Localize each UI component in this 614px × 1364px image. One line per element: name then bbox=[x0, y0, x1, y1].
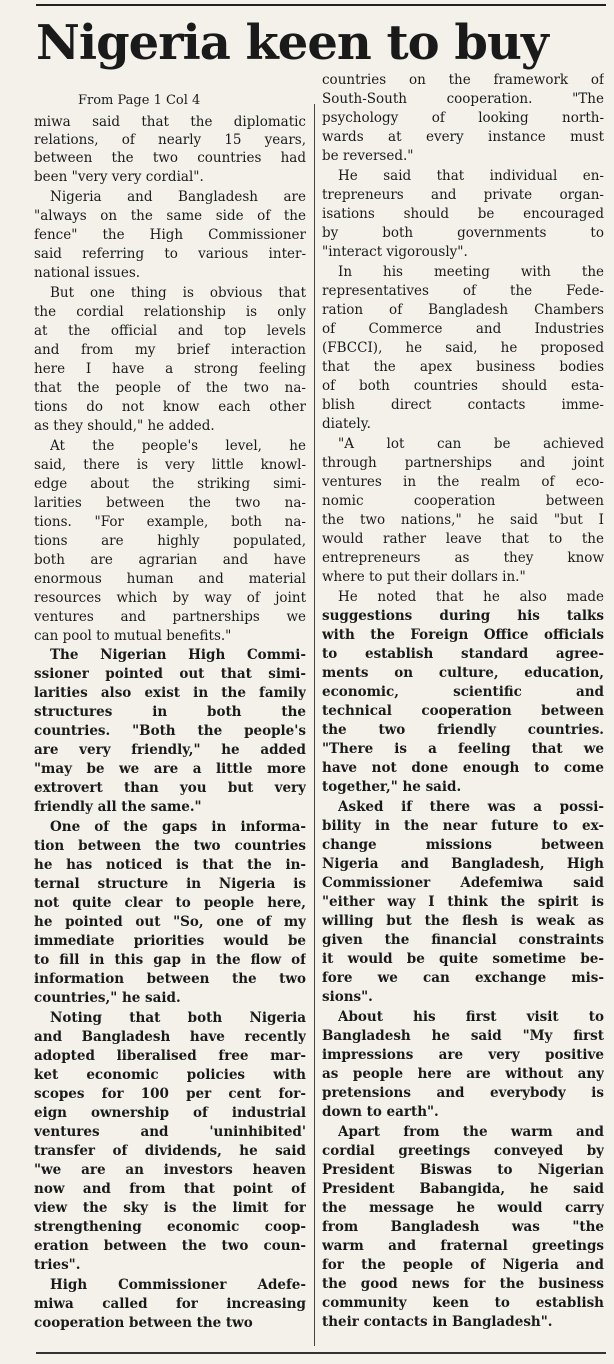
article-line: would rather leave that to the bbox=[322, 531, 604, 547]
article-line: between the two countries had bbox=[34, 150, 306, 166]
article-line: Apart from the warm and bbox=[338, 1124, 604, 1140]
article-line: with the Foreign Office officials bbox=[322, 627, 604, 643]
article-line: together," he said. bbox=[322, 779, 462, 795]
article-line: Commissioner Adefemiwa said bbox=[322, 875, 604, 891]
jump-line: From Page 1 Col 4 bbox=[78, 93, 201, 108]
article-line: impressions are very positive bbox=[322, 1047, 604, 1063]
article-line: have not done enough to come bbox=[322, 760, 604, 776]
article-line: tions do not know each other bbox=[34, 399, 306, 415]
article-line: psychology of looking north- bbox=[322, 110, 604, 126]
article-line: structures in both the bbox=[34, 704, 306, 720]
article-line: The Nigerian High Commi- bbox=[50, 647, 306, 663]
article-line: for the people of Nigeria and bbox=[322, 1257, 604, 1273]
article-line: About his first visit to bbox=[338, 1009, 604, 1025]
article-line: "always on the same side of the bbox=[34, 208, 306, 224]
article-line: economic, scientific and bbox=[322, 684, 604, 700]
article-line: to fill in this gap in the flow of bbox=[34, 952, 306, 968]
article-line: here I have a strong feeling bbox=[34, 361, 306, 377]
article-line: blish direct contacts imme- bbox=[322, 397, 604, 413]
article-line: larities also exist in the family bbox=[34, 685, 306, 701]
article-line: "we are an investors heaven bbox=[34, 1162, 306, 1178]
article-line: Asked if there was a possi- bbox=[338, 799, 604, 815]
article-line: Noting that both Nigeria bbox=[50, 1010, 306, 1026]
article-line: ternal structure in Nigeria is bbox=[34, 876, 306, 892]
article-line: wards at every instance must bbox=[322, 129, 604, 145]
article-line: cooperation between the two bbox=[34, 1315, 253, 1331]
article-line: and from my brief interaction bbox=[34, 342, 306, 358]
article-line: High Commissioner Adefe- bbox=[50, 1277, 306, 1293]
column-rule bbox=[314, 104, 315, 1346]
article-line: He noted that he also made bbox=[338, 589, 604, 605]
article-line: the cordial relationship is only bbox=[34, 304, 306, 320]
article-line: cordial greetings conveyed by bbox=[322, 1143, 604, 1159]
article-line: South-South cooperation. "The bbox=[322, 91, 604, 107]
article-line: said, there is very little knowl- bbox=[34, 457, 306, 473]
article-line: their contacts in Bangladesh". bbox=[322, 1314, 553, 1330]
article-line: strengthening economic coop- bbox=[34, 1219, 306, 1235]
article-line: now and from that point of bbox=[34, 1181, 306, 1197]
article-line: resources which by way of joint bbox=[34, 590, 306, 606]
article-line: "may be we are a little more bbox=[34, 761, 306, 777]
article-line: relations, of nearly 15 years, bbox=[34, 132, 306, 148]
article-line: it would be quite sometime be- bbox=[322, 951, 604, 967]
article-line: can pool to mutual benefits." bbox=[34, 628, 232, 644]
article-line: nomic cooperation between bbox=[322, 493, 604, 509]
article-line: trepreneurs and private organ- bbox=[322, 187, 604, 203]
article-line: technical cooperation between bbox=[322, 703, 604, 719]
article-line: tions. "For example, both na- bbox=[34, 514, 306, 530]
article-line: fore we can exchange mis- bbox=[322, 970, 604, 986]
article-line: miwa said that the diplomatic bbox=[34, 114, 306, 130]
article-line: At the people's level, he bbox=[50, 438, 306, 454]
article-line: adopted liberalised free mar- bbox=[34, 1048, 306, 1064]
article-line: information between the two bbox=[34, 971, 306, 987]
article-line: willing but the flesh is weak as bbox=[322, 913, 604, 929]
article-line: Nigeria and Bangladesh, High bbox=[322, 856, 604, 872]
article-line: suggestions during his talks bbox=[322, 608, 604, 624]
article-line: as people here are without any bbox=[322, 1066, 604, 1082]
article-line: be reversed." bbox=[322, 148, 414, 164]
article-line: the two friendly countries. bbox=[322, 722, 604, 738]
article-line: at the official and top levels bbox=[34, 323, 306, 339]
article-line: "A lot can be achieved bbox=[338, 436, 604, 452]
article-line: enormous human and material bbox=[34, 571, 306, 587]
article-line: are very friendly," he added bbox=[34, 742, 306, 758]
article-line: he pointed out "So, one of my bbox=[34, 914, 306, 930]
article-line: he has noticed is that the in- bbox=[34, 857, 306, 873]
article-line: tries". bbox=[34, 1257, 81, 1273]
article-line: tions are highly populated, bbox=[34, 533, 306, 549]
article-line: eration between the two coun- bbox=[34, 1238, 306, 1254]
article-line: as they should," he added. bbox=[34, 418, 215, 434]
article-line: bility in the near future to ex- bbox=[322, 818, 604, 834]
article-line: isations should be encouraged bbox=[322, 206, 604, 222]
article-line: where to put their dollars in." bbox=[322, 569, 526, 585]
article-line: national issues. bbox=[34, 265, 141, 281]
article-line: eign ownership of industrial bbox=[34, 1105, 306, 1121]
article-line: ket economic policies with bbox=[34, 1067, 306, 1083]
article-line: tion between the two countries bbox=[34, 838, 306, 854]
article-line: ments on culture, education, bbox=[322, 665, 604, 681]
article-line: "There is a feeling that we bbox=[322, 741, 604, 757]
article-line: warm and fraternal greetings bbox=[322, 1238, 604, 1254]
article-line: (FBCCI), he said, he proposed bbox=[322, 340, 604, 356]
article-line: that the apex business bodies bbox=[322, 359, 604, 375]
article-line: the message he would carry bbox=[322, 1200, 604, 1216]
article-line: the good news for the business bbox=[322, 1276, 604, 1292]
article-line: ssioner pointed out that simi- bbox=[34, 666, 306, 682]
article-line: countries," he said. bbox=[34, 990, 181, 1006]
article-line: and Bangladesh have recently bbox=[34, 1029, 306, 1045]
article-line: been "very very cordial". bbox=[34, 169, 204, 185]
article-line: diately. bbox=[322, 416, 371, 432]
article-line: representatives of the Fede- bbox=[322, 283, 604, 299]
article-line: President Biswas to Nigerian bbox=[322, 1162, 604, 1178]
article-line: ventures and 'uninhibited' bbox=[34, 1124, 306, 1140]
article-line: ration of Bangladesh Chambers bbox=[322, 302, 604, 318]
article-line: ventures and partnerships we bbox=[34, 609, 306, 625]
article-line: One of the gaps in informa- bbox=[50, 819, 306, 835]
article-line: said referring to various inter- bbox=[34, 246, 306, 262]
article-line: of Commerce and Industries bbox=[322, 321, 604, 337]
article-line: from Bangladesh was "the bbox=[322, 1219, 604, 1235]
article-line: He said that individual en- bbox=[338, 168, 604, 184]
article-line: But one thing is obvious that bbox=[50, 285, 306, 301]
article-line: transfer of dividends, he said bbox=[34, 1143, 306, 1159]
article-line: larities between the two na- bbox=[34, 495, 306, 511]
article-line: extrovert than you but very bbox=[34, 780, 306, 796]
article-line: both are agrarian and have bbox=[34, 552, 306, 568]
top-rule bbox=[36, 4, 606, 6]
headline: Nigeria keen to buy bbox=[36, 15, 548, 71]
article-line: countries on the framework of bbox=[322, 72, 604, 88]
article-line: to establish standard agree- bbox=[322, 646, 604, 662]
article-line: miwa called for increasing bbox=[34, 1296, 306, 1312]
bottom-rule bbox=[36, 1352, 606, 1354]
article-line: not quite clear to people here, bbox=[34, 895, 306, 911]
article-line: sions". bbox=[322, 989, 373, 1005]
article-line: pretensions and everybody is bbox=[322, 1085, 604, 1101]
article-line: "interact vigorously". bbox=[322, 244, 468, 260]
article-line: that the people of the two na- bbox=[34, 380, 306, 396]
article-line: "either way I think the spirit is bbox=[322, 894, 604, 910]
article-line: President Babangida, he said bbox=[322, 1181, 604, 1197]
article-line: change missions between bbox=[322, 837, 604, 853]
article-line: entrepreneurs as they know bbox=[322, 550, 604, 566]
article-line: view the sky is the limit for bbox=[34, 1200, 306, 1216]
article-line: immediate priorities would be bbox=[34, 933, 306, 949]
article-line: by both governments to bbox=[322, 225, 604, 241]
article-line: ventures in the realm of eco- bbox=[322, 474, 604, 490]
article-line: given the financial constraints bbox=[322, 932, 604, 948]
article-line: In his meeting with the bbox=[338, 264, 604, 280]
article-line: fence" the High Commissioner bbox=[34, 227, 306, 243]
article-line: Bangladesh he said "My first bbox=[322, 1028, 604, 1044]
article-line: of both countries should esta- bbox=[322, 378, 604, 394]
article-line: Nigeria and Bangladesh are bbox=[50, 189, 306, 205]
article-line: countries. "Both the people's bbox=[34, 723, 306, 739]
article-line: down to earth". bbox=[322, 1104, 439, 1120]
article-line: scopes for 100 per cent for- bbox=[34, 1086, 306, 1102]
article-line: through partnerships and joint bbox=[322, 455, 604, 471]
article-line: friendly all the same." bbox=[34, 799, 202, 815]
article-line: the two nations," he said "but I bbox=[322, 512, 604, 528]
article-line: edge about the striking simi- bbox=[34, 476, 306, 492]
article-line: community keen to establish bbox=[322, 1295, 604, 1311]
